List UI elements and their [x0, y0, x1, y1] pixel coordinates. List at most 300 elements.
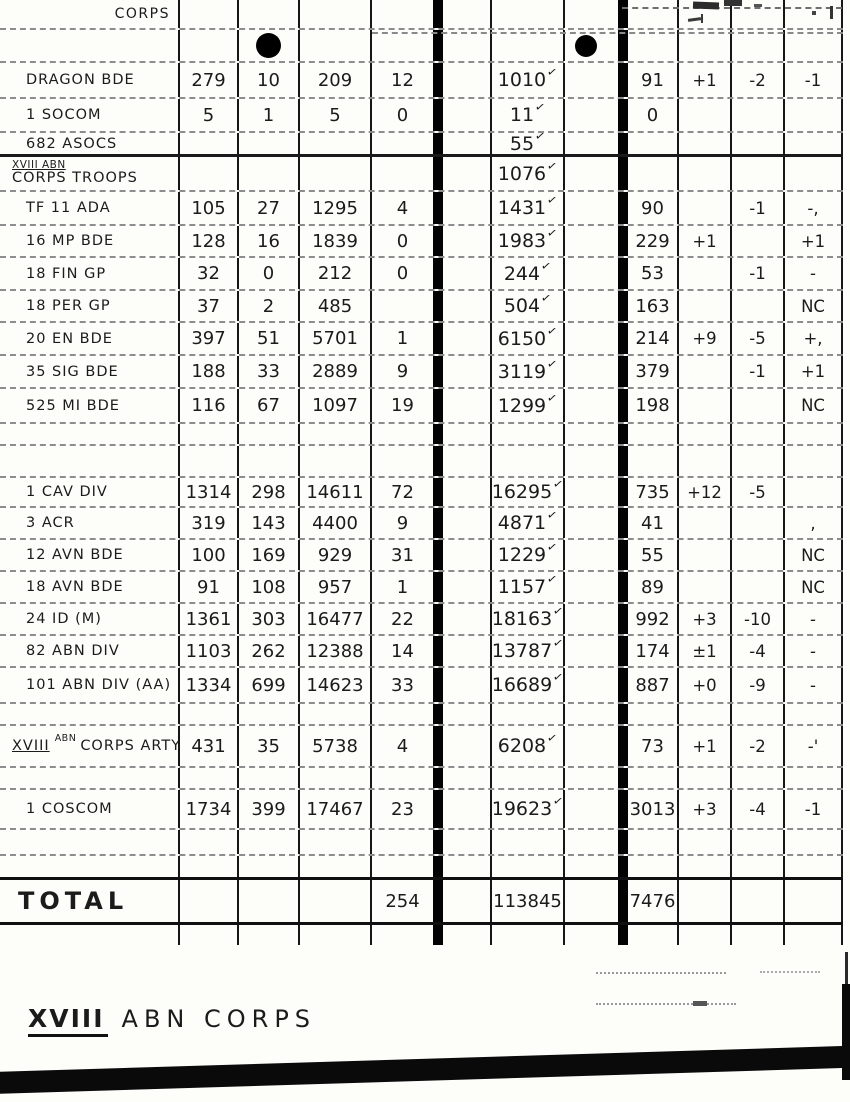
cell-e: [433, 726, 490, 766]
cell-value: 105: [191, 197, 226, 219]
cell-value: 1299: [497, 394, 547, 417]
unit-label: XVIII ABN: [12, 159, 66, 171]
cell-value: 11: [509, 104, 535, 126]
cell-f: [490, 636, 563, 666]
scan-bottom-bar: [0, 1044, 850, 1094]
cell-g: [563, 30, 618, 61]
cell-h: [618, 768, 677, 788]
cell-i: [677, 63, 730, 97]
cell-value: 7476: [629, 890, 676, 912]
cell-c: [298, 636, 370, 666]
cell-f: [490, 925, 563, 945]
cell-value: 72: [391, 481, 414, 503]
cell-h: [618, 258, 677, 289]
cell-f: [490, 880, 563, 922]
cell-e: [433, 30, 490, 61]
cell-a: [178, 99, 237, 131]
cell-a: [178, 540, 237, 570]
cell-b: [237, 133, 298, 154]
cell-value: 113845: [493, 890, 562, 912]
cell-j: [730, 668, 783, 702]
unit-label-cell: [0, 856, 178, 877]
cell-b: [237, 508, 298, 538]
cell-b: [237, 790, 298, 828]
unit-label: XVIII: [12, 738, 50, 754]
cell-i: [677, 389, 730, 422]
cell-j: [730, 604, 783, 634]
cell-value: 100: [191, 544, 226, 566]
cell-c: [298, 424, 370, 444]
cell-g: [563, 880, 618, 922]
table-row: [0, 830, 843, 856]
cell-k: [783, 30, 843, 61]
table-row: [0, 704, 843, 726]
cell-d: [370, 63, 433, 97]
cell-i: [677, 668, 730, 702]
cell-value: NC: [801, 545, 825, 565]
cell-value: -5: [749, 329, 766, 348]
cell-i: [677, 226, 730, 256]
cell-value: -,: [807, 198, 819, 218]
cell-k: [783, 258, 843, 289]
unit-label-cell: [0, 726, 182, 766]
cell-value: 51: [257, 328, 280, 349]
cell-value: +1: [800, 231, 826, 251]
unit-label-cell: [0, 446, 178, 476]
cell-value: NC: [801, 396, 825, 415]
unit-label-cell: [0, 226, 178, 256]
cell-d: [370, 389, 433, 422]
cell-k: [783, 704, 843, 724]
cell-a: [178, 157, 237, 190]
cell-e: [433, 668, 490, 702]
unit-label-cell: [0, 63, 178, 97]
cell-value: 229: [635, 230, 670, 252]
cell-f: [490, 226, 563, 256]
cell-i: [677, 790, 730, 828]
cell-g: [563, 478, 618, 506]
corps-numeral: XVIII: [28, 1004, 108, 1037]
cell-i: [677, 572, 730, 602]
cell-d: [370, 157, 433, 190]
cell-b: [237, 446, 298, 476]
unit-label-cell: [0, 540, 178, 570]
unit-label-cell: [0, 572, 178, 602]
cell-h: [618, 291, 677, 321]
cell-k: [783, 133, 843, 154]
cell-a: [178, 424, 237, 444]
cell-value: -: [810, 609, 816, 629]
cell-b: [237, 258, 298, 289]
cell-d: [370, 830, 433, 854]
cell-b: [237, 0, 298, 28]
table-row: [0, 127, 843, 157]
cell-value: 1361: [185, 608, 232, 630]
unit-label: 101 ABN DIV (AA): [26, 677, 172, 693]
cell-i: [677, 604, 730, 634]
cell-value: 9: [396, 512, 409, 534]
cell-f: [490, 540, 563, 570]
cell-c: [298, 389, 370, 422]
cell-g: [563, 258, 618, 289]
cell-a: [178, 925, 237, 945]
cell-b: [237, 856, 298, 877]
cell-value: 0: [396, 104, 409, 126]
cell-value: 2889: [312, 361, 358, 382]
cell-value: ±1: [692, 641, 717, 661]
unit-label-superscript: ABN: [54, 732, 77, 744]
cell-h: [618, 636, 677, 666]
cell-c: [298, 0, 370, 28]
cell-b: [237, 668, 298, 702]
cell-value: 1157: [497, 576, 547, 598]
cell-d: [370, 323, 433, 354]
cell-value: 37: [197, 295, 220, 317]
unit-label: 18 AVN BDE: [26, 579, 124, 595]
cell-j: [730, 291, 783, 321]
cell-e: [433, 856, 490, 877]
cell-h: [618, 856, 677, 877]
cell-g: [563, 157, 618, 190]
cell-value: 91: [641, 69, 664, 91]
table-row: [0, 572, 843, 604]
cell-h: [618, 925, 677, 945]
cell-h: [618, 424, 677, 444]
cell-g: [563, 768, 618, 788]
check-mark: ✓: [546, 539, 559, 555]
cell-b: [237, 540, 298, 570]
table-row: [0, 668, 843, 704]
cell-value: 0: [396, 230, 409, 252]
check-mark: ✓: [546, 157, 559, 174]
cell-value: 4: [396, 735, 409, 757]
cell-c: [298, 99, 370, 131]
cell-b: [237, 226, 298, 256]
cell-a: [178, 830, 237, 854]
cell-j: [730, 30, 783, 61]
cell-a: [178, 704, 237, 724]
cell-g: [563, 925, 618, 945]
cell-value: NC: [801, 296, 825, 316]
cell-k: [783, 192, 843, 224]
cell-d: [370, 880, 433, 922]
cell-k: [783, 63, 843, 97]
check-mark: ✓: [552, 603, 565, 619]
cell-g: [563, 226, 618, 256]
cell-a: [178, 572, 237, 602]
check-mark: ✓: [546, 507, 559, 523]
cell-k: [783, 768, 843, 788]
cell-c: [298, 572, 370, 602]
cell-a: [178, 636, 237, 666]
cell-value: 32: [197, 263, 220, 284]
cell-c: [298, 30, 370, 61]
cell-j: [730, 856, 783, 877]
page-footer-title: [28, 1004, 316, 1037]
unit-label-cell: [0, 424, 178, 444]
table-row: [0, 226, 843, 258]
cell-i: [677, 925, 730, 945]
cell-f: [490, 726, 563, 766]
cell-k: [783, 508, 843, 538]
cell-c: [298, 446, 370, 476]
cell-g: [563, 790, 618, 828]
cell-f: [490, 768, 563, 788]
cell-k: [783, 389, 843, 422]
table-row: [0, 790, 843, 830]
cell-value: 128: [191, 230, 226, 252]
cell-a: [178, 323, 237, 354]
cell-value: 214: [635, 328, 670, 349]
cell-i: [677, 356, 730, 387]
cell-value: -2: [749, 70, 766, 90]
cell-value: 1097: [312, 395, 358, 416]
cell-value: 143: [251, 512, 286, 534]
table-row: [0, 636, 843, 668]
cell-j: [730, 704, 783, 724]
cell-e: [433, 540, 490, 570]
cell-value: 198: [635, 395, 670, 416]
cell-value: -4: [749, 641, 766, 661]
cell-f: [490, 856, 563, 877]
cell-value: 929: [317, 544, 353, 566]
cell-value: 4: [396, 197, 409, 219]
unit-label-cell: [0, 790, 178, 828]
cell-g: [563, 0, 618, 28]
unit-label-cell: [0, 356, 178, 387]
cell-value: +1: [692, 70, 717, 90]
cell-value: 254: [385, 890, 420, 912]
cell-e: [433, 192, 490, 224]
cell-value: 699: [251, 674, 286, 696]
cell-f: [490, 0, 563, 28]
unit-label: CORPS: [114, 6, 170, 22]
cell-f: [490, 604, 563, 634]
cell-j: [730, 63, 783, 97]
cell-h: [618, 478, 677, 506]
cell-c: [298, 356, 370, 387]
cell-value: +3: [692, 799, 717, 819]
cell-e: [433, 424, 490, 444]
table-row: [0, 389, 843, 424]
cell-g: [563, 192, 618, 224]
cell-j: [730, 389, 783, 422]
cell-value: 27: [257, 197, 280, 219]
cell-e: [433, 258, 490, 289]
unit-label: 1 SOCOM: [26, 107, 102, 123]
cell-k: [783, 356, 843, 387]
cell-b: [237, 768, 298, 788]
cell-value: 73: [641, 735, 664, 757]
cell-i: [677, 856, 730, 877]
cell-h: [618, 99, 677, 131]
scan-artifact-mark: [701, 14, 703, 23]
cell-j: [730, 726, 783, 766]
cell-value: 108: [251, 576, 286, 598]
check-mark: ✓: [533, 127, 547, 144]
cell-h: [618, 446, 677, 476]
cell-k: [783, 323, 843, 354]
cell-value: 1734: [185, 798, 232, 820]
cell-i: [677, 636, 730, 666]
cell-g: [563, 572, 618, 602]
unit-label-cell: [0, 830, 178, 854]
cell-f: [490, 508, 563, 538]
cell-j: [730, 99, 783, 131]
unit-label: 20 EN BDE: [26, 330, 113, 347]
unit-label: 3 ACR: [26, 515, 75, 531]
check-mark: ✓: [546, 225, 559, 241]
unit-label-cell: [0, 157, 178, 190]
cell-value: 90: [641, 197, 664, 219]
cell-value: 399: [251, 798, 286, 820]
cell-j: [730, 768, 783, 788]
cell-value: 209: [317, 69, 353, 91]
cell-f: [490, 323, 563, 354]
cell-value: 5738: [312, 735, 358, 757]
cell-j: [730, 226, 783, 256]
table-row: [0, 99, 843, 133]
cell-f: [490, 668, 563, 702]
cell-c: [298, 540, 370, 570]
cell-value: +12: [687, 482, 722, 502]
cell-value: 16295: [491, 481, 553, 503]
cell-a: [178, 0, 237, 28]
unit-label: 16 MP BDE: [26, 233, 115, 249]
check-mark: ✓: [539, 290, 553, 306]
cell-value: 16: [257, 230, 280, 252]
scan-artifact-dots: [760, 971, 820, 973]
cell-b: [237, 99, 298, 131]
check-mark: ✓: [552, 793, 565, 809]
cell-e: [433, 478, 490, 506]
cell-b: [237, 192, 298, 224]
cell-a: [178, 226, 237, 256]
cell-b: [237, 323, 298, 354]
cell-g: [563, 604, 618, 634]
cell-h: [618, 30, 677, 61]
cell-j: [730, 424, 783, 444]
cell-a: [178, 478, 237, 506]
cell-g: [563, 636, 618, 666]
cell-f: [490, 704, 563, 724]
cell-b: [237, 925, 298, 945]
cell-value: 212: [317, 263, 353, 284]
cell-value: 169: [251, 544, 286, 566]
cell-value: 14: [391, 640, 414, 662]
cell-d: [370, 424, 433, 444]
cell-d: [370, 446, 433, 476]
cell-c: [298, 726, 370, 766]
cell-j: [730, 636, 783, 666]
unit-label-cell: [0, 704, 178, 724]
cell-value: -2: [749, 736, 766, 756]
unit-label: TF 11 ADA: [26, 200, 111, 216]
cell-g: [563, 389, 618, 422]
cell-c: [298, 604, 370, 634]
cell-b: [237, 157, 298, 190]
cell-value: 887: [635, 674, 670, 696]
cell-j: [730, 323, 783, 354]
unit-label-cell: [0, 768, 178, 788]
cell-h: [618, 508, 677, 538]
unit-label: 1 CAV DIV: [26, 484, 108, 500]
cell-c: [298, 258, 370, 289]
cell-c: [298, 925, 370, 945]
cell-value: -10: [744, 609, 771, 629]
unit-label-cell: [0, 258, 178, 289]
cell-d: [370, 508, 433, 538]
cell-d: [370, 356, 433, 387]
cell-h: [618, 572, 677, 602]
unit-label-cell: [0, 323, 178, 354]
unit-label-rest: CORPS TROOPS: [12, 170, 138, 187]
cell-d: [370, 258, 433, 289]
cell-value: 319: [191, 512, 226, 534]
cell-c: [298, 226, 370, 256]
scan-artifact-mark: [812, 11, 816, 15]
unit-label-cell: [0, 636, 178, 666]
cell-c: [298, 856, 370, 877]
cell-c: [298, 880, 370, 922]
unit-label-cell: [0, 604, 178, 634]
cell-value: 1: [262, 104, 275, 126]
cell-b: [237, 30, 298, 61]
cell-d: [370, 768, 433, 788]
cell-value: 35: [257, 735, 280, 757]
cell-value: 19623: [491, 798, 553, 820]
unit-label: 18 PER GP: [26, 298, 111, 314]
cell-d: [370, 726, 433, 766]
cell-f: [490, 356, 563, 387]
unit-label-rest: CORPS ARTY: [80, 738, 182, 754]
cell-value: 1295: [312, 197, 358, 219]
unit-label: 18 FIN GP: [26, 265, 107, 282]
filled-dot-mark: [575, 35, 597, 57]
scan-artifact-dash: [372, 32, 843, 34]
cell-j: [730, 446, 783, 476]
cell-value: 23: [391, 798, 414, 820]
cell-e: [433, 133, 490, 154]
cell-value: +3: [692, 609, 717, 629]
cell-j: [730, 157, 783, 190]
cell-a: [178, 356, 237, 387]
cell-c: [298, 157, 370, 190]
cell-e: [433, 704, 490, 724]
cell-j: [730, 790, 783, 828]
table-row: [0, 157, 843, 192]
scan-artifact-smudge: [693, 2, 719, 10]
cell-d: [370, 925, 433, 945]
cell-value: 33: [257, 361, 280, 382]
cell-j: [730, 572, 783, 602]
cell-k: [783, 830, 843, 854]
cell-c: [298, 63, 370, 97]
table-row: [0, 446, 843, 478]
check-mark: ✓: [546, 355, 559, 372]
cell-j: [730, 925, 783, 945]
unit-label: 1 COSCOM: [26, 801, 113, 817]
cell-value: 188: [191, 361, 226, 382]
cell-c: [298, 291, 370, 321]
cell-value: -9: [749, 675, 766, 695]
scan-artifact-dots: [596, 1003, 736, 1005]
cell-value: 0: [646, 104, 659, 126]
cell-value: 41: [641, 512, 664, 534]
cell-value: 55: [641, 544, 664, 566]
cell-k: [783, 856, 843, 877]
cell-c: [298, 668, 370, 702]
